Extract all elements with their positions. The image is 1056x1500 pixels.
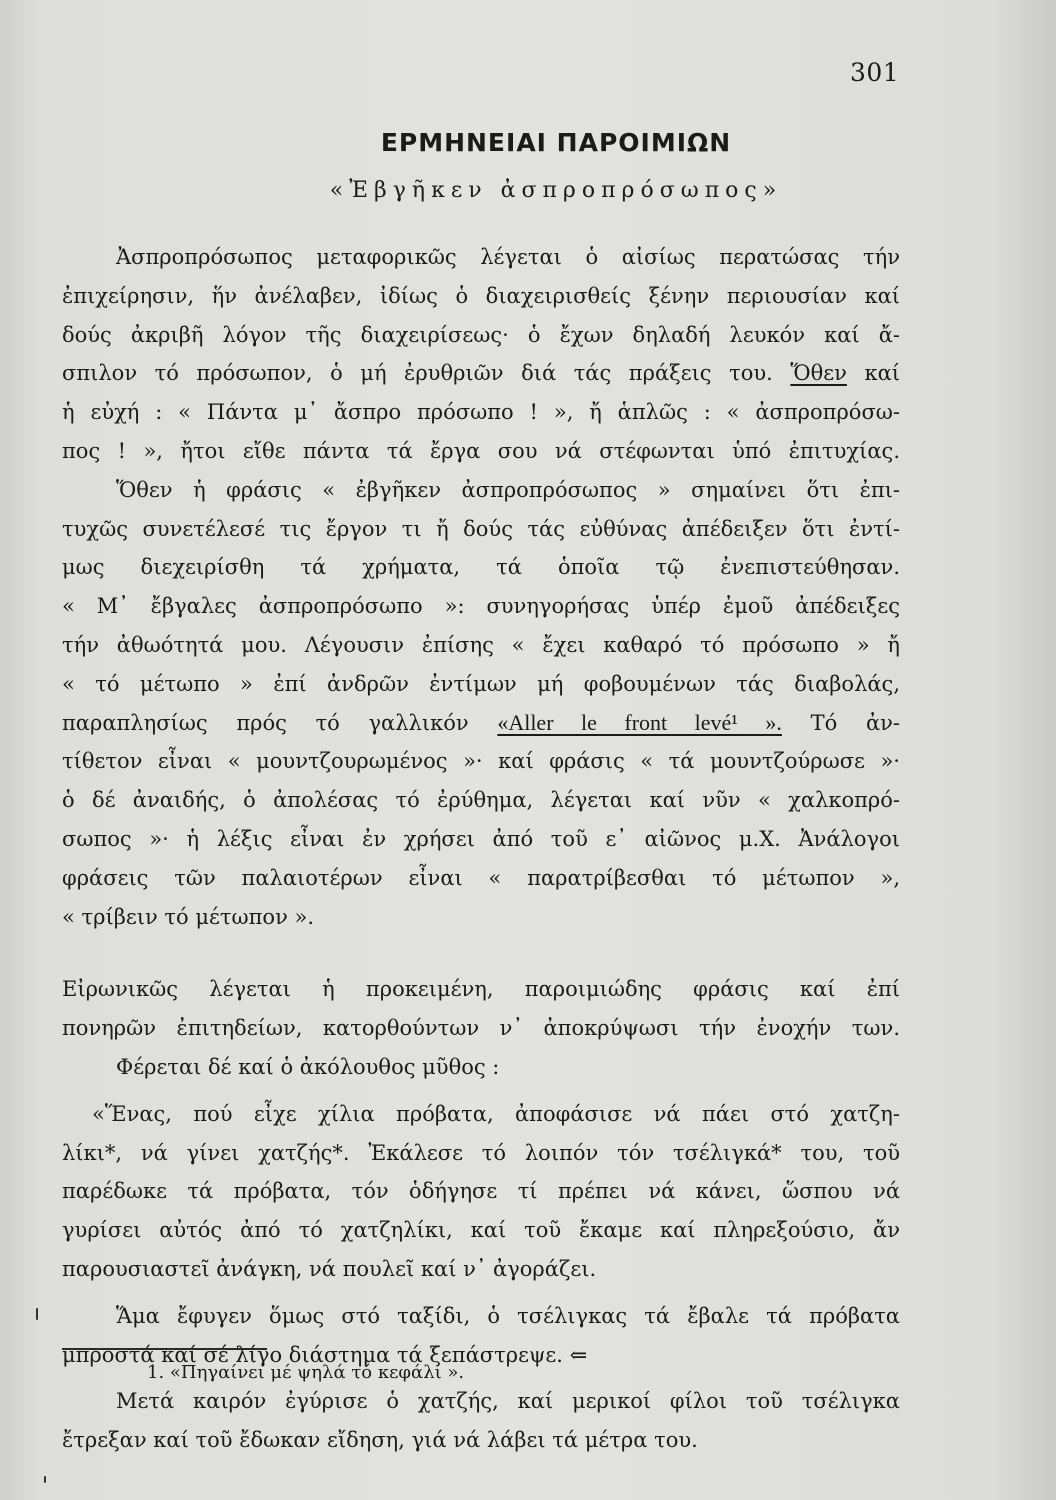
text-line: τίθετον εἶναι « μουντζουρωμένος »· καί φράσις « τά μουντζούρωσε »· <box>62 749 900 774</box>
text-line: παρουσιαστεῖ ἀνάγκη, νά πουλεῖ καί ν᾽ ἀγοράζει. <box>62 1256 597 1281</box>
text-line: « τό μέτωπο » ἐπί ἀνδρῶν ἐντίμων μή φοβουμένων τάς διαβολάς, <box>62 671 900 696</box>
text-line: Φέρεται δέ καί ὁ ἀκόλουθος μῦθος : <box>116 1054 500 1079</box>
text-line: Μετά καιρόν ἐγύρισε ὁ χατζής, καί μερικοί φίλοι τοῦ τσέλιγκα <box>116 1389 900 1414</box>
text-line: τυχῶς συνετέλεσέ τις ἔργον τι ἤ δούς τάς εὐθύνας ἀπέδειξεν ὅτι ἐντί- <box>62 516 900 541</box>
footnote-divider <box>62 1348 267 1350</box>
text-segment: καί <box>864 361 900 386</box>
margin-mark <box>36 1308 38 1320</box>
text-line: πονηρῶν ἐπιτηδείων, κατορθούντων ν᾽ ἀποκρύψωσι τήν ἐνοχήν των. <box>62 1016 900 1041</box>
page-number: 301 <box>850 58 900 87</box>
text-line: σωπος »· ἡ λέξις εἶναι ἐν χρήσει ἀπό τοῦ ε᾽ αἰῶνος μ.Χ. Ἀνάλογοι <box>62 826 900 851</box>
text-line: Ἅμα ἔφυγεν ὅμως στό ταξίδι, ὁ τσέλιγκας τά ἔβαλε τά πρόβατα <box>116 1303 900 1328</box>
text-line: λίκι*, νά γίνει χατζής*. Ἐκάλεσε τό λοιπόν τόν τσέλιγκά* του, τοῦ <box>62 1140 900 1165</box>
margin-mark <box>44 1476 46 1483</box>
chapter-title: ΕΡΜΗΝΕΙΑΙ ΠΑΡΟΙΜΙΩΝ <box>380 128 732 157</box>
text-line: μπροστά καί σέ λίγο διάστημα τά ξεπάστρεψε. ⇐ <box>62 1342 588 1367</box>
french-phrase: «Aller le front levé¹ ». <box>497 709 782 735</box>
text-line <box>62 704 900 743</box>
text-line: πος ! », ἤτοι εἴθε πάντα τά ἔργα σου νά στέφωνται ὑπό ἐπιτυχίας. <box>62 438 900 463</box>
text-line: Ὅθεν ἡ φράσις « ἐβγῆκεν ἀσπροπρόσωπος » σημαίνει ὅτι ἐπι- <box>116 477 900 502</box>
text-line: γυρίσει αὐτός ἀπό τό χατζηλίκι, καί τοῦ ἔκαμε καί πληρεξούσιο, ἄν <box>62 1218 900 1243</box>
text-line: « τρίβειν τό μέτωπον ». <box>62 904 315 929</box>
body-text <box>62 238 900 1460</box>
text-line <box>62 354 900 393</box>
text-line: «Ἕνας, πού εἶχε χίλια πρόβατα, ἀποφάσισε νά πάει στό χατζη- <box>92 1101 900 1126</box>
text-line: παρέδωκε τά πρόβατα, τόν ὁδήγησε τί πρέπει νά κάνει, ὥσπου νά <box>62 1179 900 1204</box>
underlined-word: Ὅθεν <box>790 361 847 386</box>
text-segment: Τό ἀν- <box>810 710 900 735</box>
text-line: δούς ἀκριβῆ λόγον τῆς διαχειρίσεως· ὁ ἔχων δηλαδή λευκόν καί ἄ- <box>62 322 900 347</box>
text-segment: παραπλησίως πρός τό γαλλικόν <box>62 710 469 735</box>
text-segment: σπιλον τό πρόσωπον, ὁ μή ἐρυθριῶν διά τάς πράξεις του. <box>62 361 773 386</box>
text-line: Εἰρωνικῶς λέγεται ἡ προκειμένη, παροιμιώδης φράσις καί ἐπί <box>62 977 900 1002</box>
text-line: ἡ εὐχή : « Πάντα μ᾽ ἄσπρο πρόσωπο ! », ἤ ἁπλῶς : « ἀσπροπρόσω- <box>62 400 900 425</box>
text-line: ἐπιχείρησιν, ἥν ἀνέλαβεν, ἰδίως ὁ διαχειρισθείς ξένην περιουσίαν καί <box>62 283 900 308</box>
text-line: φράσεις τῶν παλαιοτέρων εἶναι « παρατρίβεσθαι τό μέτωπον », <box>62 865 900 890</box>
footnote: 1. «Πηγαίνει μέ ψηλά τό κεφάλι ». <box>147 1362 465 1383</box>
text-line: Ἀσπροπρόσωπος μεταφορικῶς λέγεται ὁ αἰσίως περατώσας τήν <box>116 245 900 269</box>
text-line: μως διεχειρίσθη τά χρήματα, τά ὁποῖα τῷ ἐνεπιστεύθησαν. <box>62 555 900 580</box>
text-line: τήν ἀθωότητά μου. Λέγουσιν ἐπίσης « ἔχει καθαρό τό πρόσωπο » ἤ <box>62 632 900 657</box>
text-line: « Μ᾽ ἔβγαλες ἀσπροπρόσωπο »: συνηγορήσας ὑπέρ ἐμοῦ ἀπέδειξες <box>62 594 900 619</box>
text-line: ἔτρεξαν καί τοῦ ἔδωκαν εἴδηση, γιά νά λάβει τά μέτρα του. <box>62 1428 698 1453</box>
text-line: ὁ δέ ἀναιδής, ὁ ἀπολέσας τό ἐρύθημα, λέγεται καί νῦν « χαλκοπρό- <box>62 788 900 813</box>
section-subtitle: «Ἐβγῆκεν ἀσπροπρόσωπος» <box>329 178 783 203</box>
